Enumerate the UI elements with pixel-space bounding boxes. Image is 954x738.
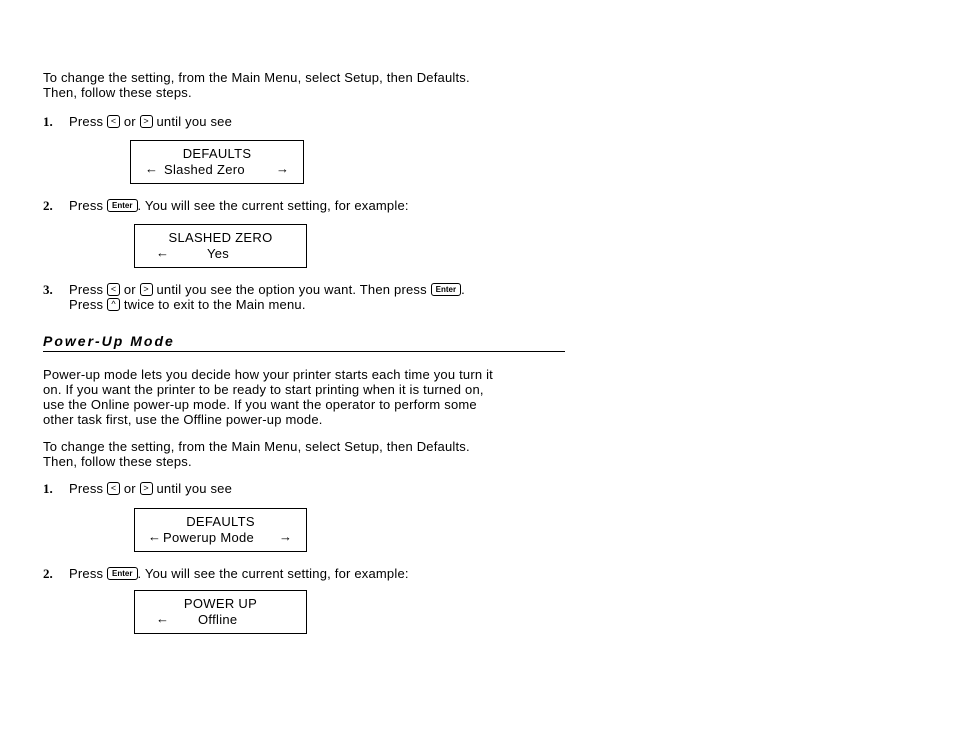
or-word: or (123, 282, 136, 297)
left-arrow-icon: ← (145, 161, 159, 176)
body-line-1: Power-up mode lets you decide how your printer starts each time you turn it (43, 367, 493, 382)
lcd-line-2: Powerup Mode (163, 530, 255, 545)
lcd-display (134, 590, 307, 634)
left-key-icon: < (107, 482, 120, 495)
body-line-3: use the Online power-up mode. If you want the operator to perform some (43, 397, 477, 412)
step-number: 2. (43, 566, 53, 581)
left-arrow-icon: ← (156, 245, 170, 260)
step-number: 1. (43, 114, 53, 129)
lcd-line-2: Yes (207, 246, 230, 261)
right-key-icon: > (140, 283, 153, 296)
lcd-line-1: DEFAULTS (182, 146, 252, 161)
lcd-display (130, 140, 304, 184)
press-word: Press (69, 481, 104, 496)
step-tail: twice to exit to the Main menu. (123, 297, 306, 313)
section-heading: Power-Up Mode (43, 333, 175, 349)
step-tail: until you see (156, 481, 233, 496)
left-arrow-icon: ← (148, 529, 162, 544)
lcd-display (134, 508, 307, 552)
step-3-text (69, 282, 465, 312)
press-word: Press (69, 198, 104, 213)
body-line-4: other task first, use the Offline power-up mode. (43, 412, 323, 427)
press-word: Press (69, 282, 104, 297)
intro-line-1: To change the setting, from the Main Menu, select Setup, then Defaults. (43, 70, 470, 85)
lcd-line-1: SLASHED ZERO (168, 230, 273, 245)
right-arrow-icon: → (276, 161, 290, 176)
enter-key-icon: Enter (431, 283, 461, 296)
step-1-text (69, 114, 232, 129)
up-key-icon: ^ (107, 298, 120, 311)
press-word: Press (69, 114, 104, 129)
intro-paragraph (43, 70, 470, 100)
or-word: or (123, 114, 136, 129)
or-word: or (123, 481, 136, 496)
lcd-line-1: POWER UP (183, 596, 258, 611)
body-paragraph (43, 367, 493, 427)
right-key-icon: > (140, 115, 153, 128)
step-tail: . You will see the current setting, for example: (137, 198, 409, 213)
intro-line-2: Then, follow these steps. (43, 85, 192, 100)
step-mid: until you see the option you want. Then press (156, 282, 427, 297)
step-tail: until you see (156, 114, 233, 129)
step-1-text (69, 481, 232, 496)
intro-line-2: Then, follow these steps. (43, 454, 192, 469)
intro-line-1: To change the setting, from the Main Menu, select Setup, then Defaults. (43, 439, 470, 454)
heading-rule (43, 351, 565, 352)
step-number: 2. (43, 198, 53, 213)
press-word: Press (69, 566, 104, 581)
enter-key-icon: Enter (107, 199, 137, 212)
right-key-icon: > (140, 482, 153, 495)
step-2-text (69, 566, 409, 581)
left-key-icon: < (107, 283, 120, 296)
press-word: Press (69, 297, 104, 313)
step-number: 1. (43, 481, 53, 496)
lcd-line-2: Offline (198, 612, 238, 627)
lcd-line-2: Slashed Zero (164, 162, 245, 177)
step-tail: . You will see the current setting, for example: (137, 566, 409, 581)
intro-paragraph (43, 439, 470, 469)
enter-key-icon: Enter (107, 567, 137, 580)
left-key-icon: < (107, 115, 120, 128)
right-arrow-icon: → (279, 529, 293, 544)
step-end: . (461, 282, 465, 297)
step-2-text (69, 198, 409, 213)
lcd-display (134, 224, 307, 268)
left-arrow-icon: ← (156, 611, 170, 626)
lcd-line-1: DEFAULTS (186, 514, 255, 529)
step-number: 3. (43, 282, 53, 297)
body-line-2: on. If you want the printer to be ready to start printing when it is turned on, (43, 382, 484, 397)
